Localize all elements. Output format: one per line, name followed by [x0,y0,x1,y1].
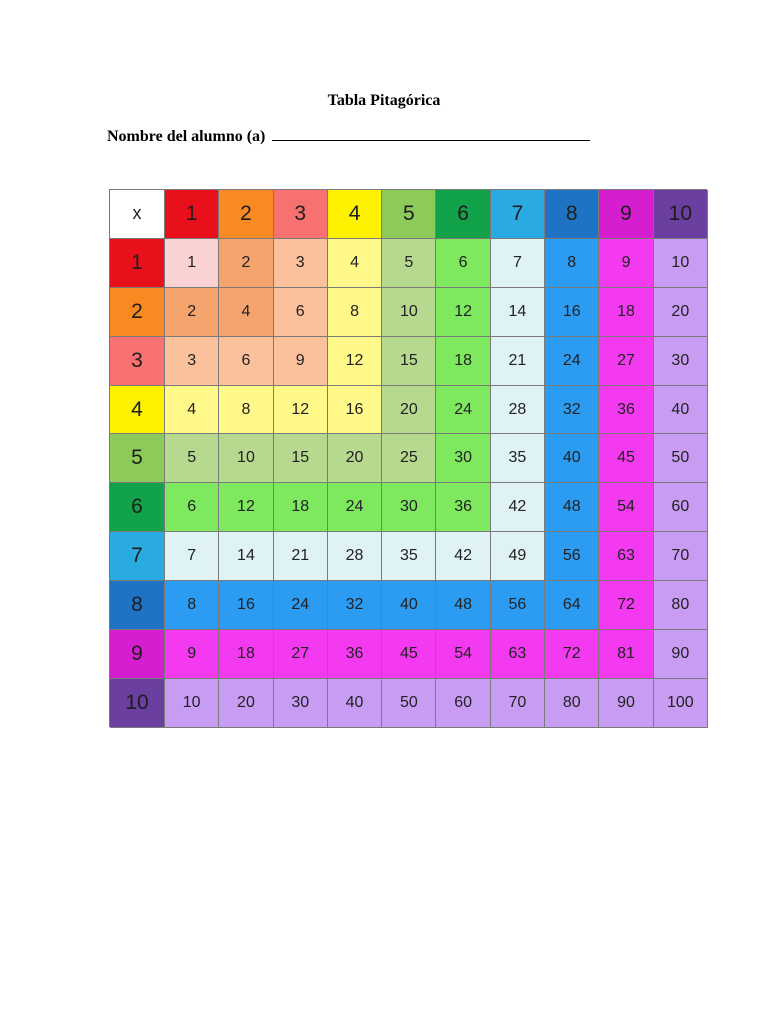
product-cell: 90 [654,630,708,679]
product-cell: 3 [165,337,219,386]
product-cell: 12 [274,386,328,435]
product-cell: 24 [436,386,490,435]
column-header-9: 9 [599,190,653,239]
table-corner-symbol: x [110,190,165,239]
column-header-6: 6 [436,190,490,239]
column-header-5: 5 [382,190,436,239]
row-header-9: 9 [110,630,165,679]
product-cell: 9 [165,630,219,679]
product-cell: 10 [654,239,708,288]
product-cell: 70 [491,679,545,728]
column-header-7: 7 [491,190,545,239]
product-cell: 18 [436,337,490,386]
product-cell: 12 [436,288,490,337]
product-cell: 64 [545,581,599,630]
product-cell: 18 [274,483,328,532]
product-cell: 28 [491,386,545,435]
product-cell: 8 [165,581,219,630]
product-cell: 80 [545,679,599,728]
product-cell: 63 [491,630,545,679]
product-cell: 48 [545,483,599,532]
product-cell: 10 [219,434,273,483]
product-cell: 18 [599,288,653,337]
product-cell: 21 [491,337,545,386]
column-header-3: 3 [274,190,328,239]
student-name-label: Nombre del alumno (a) [107,128,266,145]
product-cell: 24 [328,483,382,532]
row-header-1: 1 [110,239,165,288]
product-cell: 20 [328,434,382,483]
product-cell: 6 [274,288,328,337]
product-cell: 60 [436,679,490,728]
product-cell: 10 [382,288,436,337]
product-cell: 70 [654,532,708,581]
product-cell: 36 [599,386,653,435]
product-cell: 56 [491,581,545,630]
product-cell: 16 [328,386,382,435]
product-cell: 24 [545,337,599,386]
product-cell: 9 [599,239,653,288]
product-cell: 40 [654,386,708,435]
product-cell: 56 [545,532,599,581]
product-cell: 6 [219,337,273,386]
row-header-4: 4 [110,386,165,435]
product-cell: 40 [382,581,436,630]
product-cell: 1 [165,239,219,288]
product-cell: 30 [382,483,436,532]
student-name-row [107,126,590,146]
product-cell: 27 [599,337,653,386]
product-cell: 30 [654,337,708,386]
product-cell: 4 [328,239,382,288]
product-cell: 15 [382,337,436,386]
product-cell: 50 [382,679,436,728]
column-header-4: 4 [328,190,382,239]
product-cell: 20 [654,288,708,337]
product-cell: 54 [436,630,490,679]
product-cell: 8 [328,288,382,337]
product-cell: 54 [599,483,653,532]
product-cell: 36 [328,630,382,679]
product-cell: 30 [436,434,490,483]
product-cell: 16 [219,581,273,630]
product-cell: 45 [599,434,653,483]
product-cell: 72 [545,630,599,679]
product-cell: 20 [219,679,273,728]
product-cell: 8 [545,239,599,288]
product-cell: 60 [654,483,708,532]
product-cell: 50 [654,434,708,483]
product-cell: 7 [491,239,545,288]
product-cell: 40 [545,434,599,483]
product-cell: 81 [599,630,653,679]
product-cell: 6 [165,483,219,532]
product-cell: 6 [436,239,490,288]
product-cell: 3 [274,239,328,288]
product-cell: 42 [436,532,490,581]
product-cell: 7 [165,532,219,581]
product-cell: 8 [219,386,273,435]
product-cell: 80 [654,581,708,630]
product-cell: 32 [328,581,382,630]
product-cell: 18 [219,630,273,679]
product-cell: 28 [328,532,382,581]
row-header-2: 2 [110,288,165,337]
product-cell: 35 [382,532,436,581]
product-cell: 4 [219,288,273,337]
product-cell: 16 [545,288,599,337]
product-cell: 90 [599,679,653,728]
column-header-2: 2 [219,190,273,239]
product-cell: 25 [382,434,436,483]
product-cell: 15 [274,434,328,483]
product-cell: 14 [491,288,545,337]
page-title: Tabla Pitagórica [327,92,441,109]
student-name-blank-line [272,126,590,141]
product-cell: 32 [545,386,599,435]
column-header-1: 1 [165,190,219,239]
product-cell: 24 [274,581,328,630]
product-cell: 2 [219,239,273,288]
product-cell: 45 [382,630,436,679]
product-cell: 40 [328,679,382,728]
product-cell: 21 [274,532,328,581]
column-header-8: 8 [545,190,599,239]
product-cell: 48 [436,581,490,630]
product-cell: 14 [219,532,273,581]
product-cell: 2 [165,288,219,337]
product-cell: 4 [165,386,219,435]
product-cell: 12 [328,337,382,386]
product-cell: 72 [599,581,653,630]
product-cell: 20 [382,386,436,435]
row-header-3: 3 [110,337,165,386]
product-cell: 12 [219,483,273,532]
product-cell: 5 [165,434,219,483]
column-header-10: 10 [654,190,708,239]
pythagorean-table [109,189,707,727]
product-cell: 36 [436,483,490,532]
product-cell: 63 [599,532,653,581]
product-cell: 42 [491,483,545,532]
product-cell: 35 [491,434,545,483]
row-header-10: 10 [110,679,165,728]
row-header-8: 8 [110,581,165,630]
row-header-5: 5 [110,434,165,483]
product-cell: 9 [274,337,328,386]
row-header-7: 7 [110,532,165,581]
product-cell: 100 [654,679,708,728]
row-header-6: 6 [110,483,165,532]
product-cell: 27 [274,630,328,679]
product-cell: 30 [274,679,328,728]
product-cell: 49 [491,532,545,581]
product-cell: 5 [382,239,436,288]
product-cell: 10 [165,679,219,728]
